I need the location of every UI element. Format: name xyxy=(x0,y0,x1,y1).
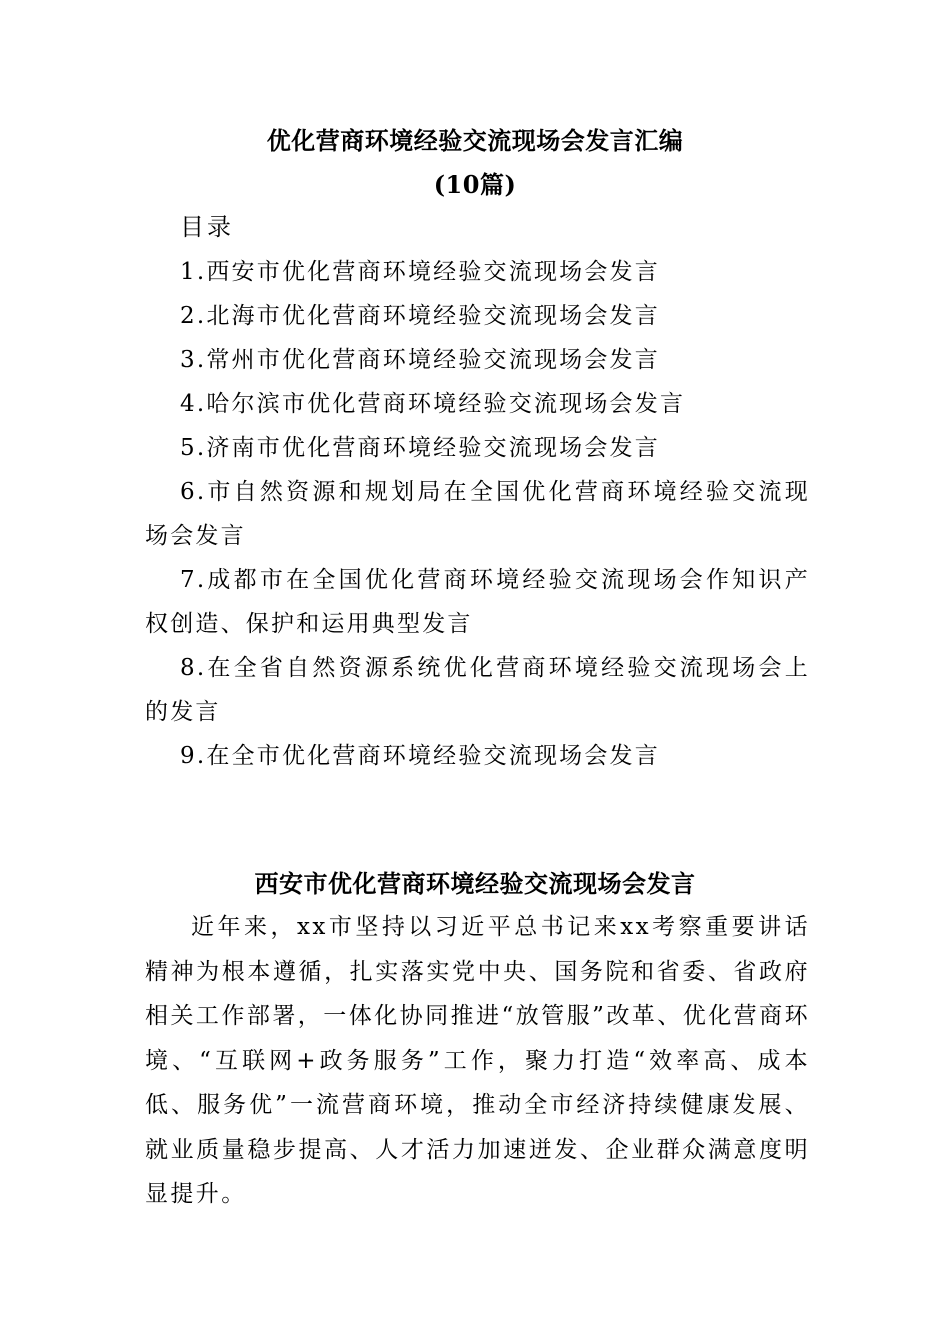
toc-item-3: 3.常州市优化营商环境经验交流现场会发言 xyxy=(180,347,660,373)
document-title: 优化营商环境经验交流现场会发言汇编 xyxy=(266,126,684,155)
section-title: 西安市优化营商环境经验交流现场会发言 xyxy=(254,869,696,898)
toc-item-8: 8.在全省自然资源系统优化营商环境经验交流现场会上的发言 xyxy=(145,655,810,725)
document-subtitle: (10篇) xyxy=(433,170,517,199)
toc-item-7: 7.成都市在全国优化营商环境经验交流现场会作知识产权创造、保护和运用典型发言 xyxy=(145,567,810,637)
toc-item-4: 4.哈尔滨市优化营商环境经验交流现场会发言 xyxy=(180,391,686,417)
toc-item-1: 1.西安市优化营商环境经验交流现场会发言 xyxy=(180,259,660,285)
toc-item-5: 5.济南市优化营商环境经验交流现场会发言 xyxy=(180,435,660,461)
body-paragraph: 近年来，xx市坚持以习近平总书记来xx考察重要讲话精神为根本遵循，扎实落实党中央、国务院和省委、省政府相关工作部署，一体化协同推进“放管服”改革、优化营商环境、“互联网+政务服务”工作，聚力打造“效率高、成本低、服务优”一流营商环境，推动全市经济持续健康发展、就业质量稳步提高、人才活力加速迸发、企业群众满意度明显提升。 xyxy=(145,914,810,1207)
toc-item-9: 9.在全市优化营商环境经验交流现场会发言 xyxy=(180,743,660,769)
table-of-contents xyxy=(145,250,810,778)
toc-heading: 目录 xyxy=(180,213,234,241)
toc-item-6: 6.市自然资源和规划局在全国优化营商环境经验交流现场会发言 xyxy=(145,479,810,549)
toc-item-2: 2.北海市优化营商环境经验交流现场会发言 xyxy=(180,303,660,329)
